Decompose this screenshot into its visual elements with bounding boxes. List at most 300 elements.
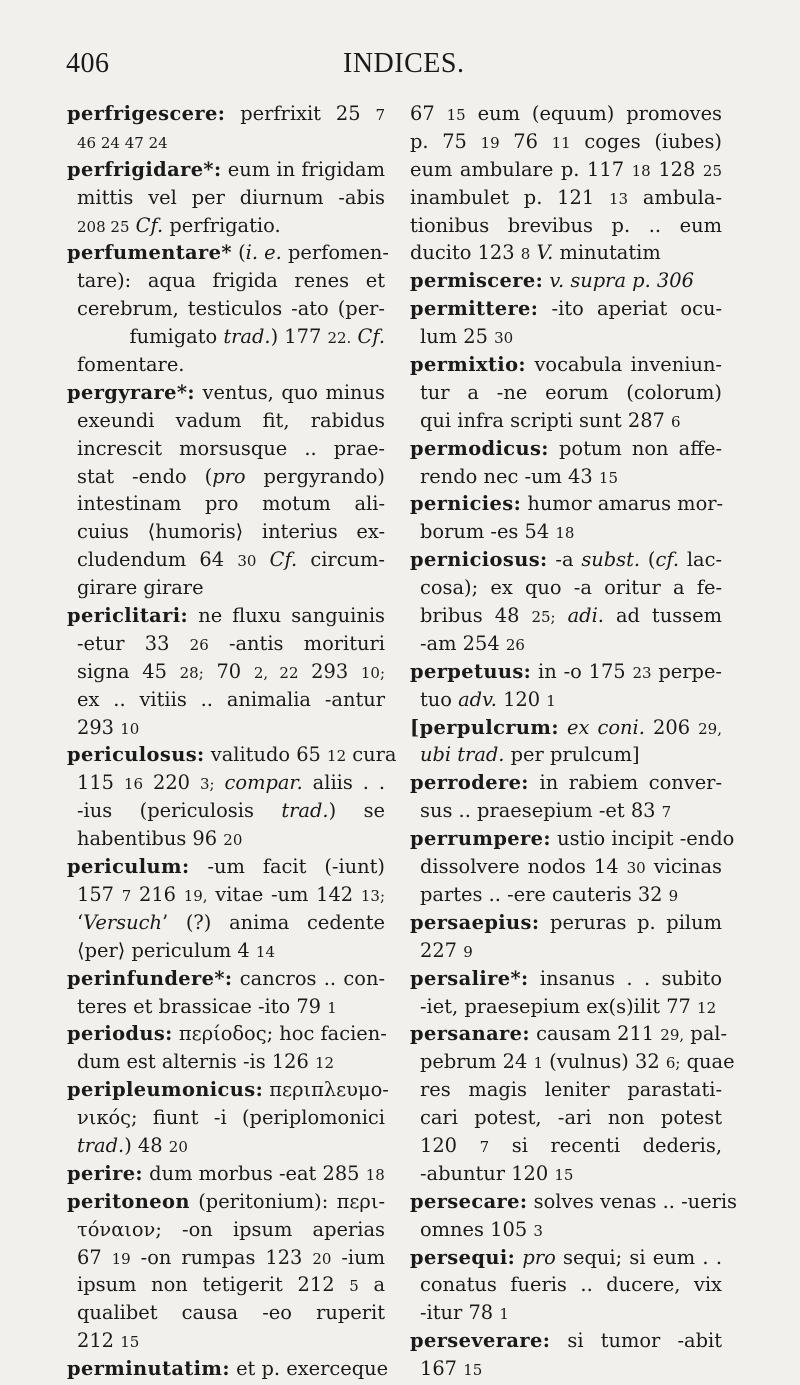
index-text: -ium <box>331 1245 386 1269</box>
index-text: ‘ <box>77 910 84 934</box>
index-line <box>410 128 722 156</box>
index-text: 15 <box>598 468 618 487</box>
index-line <box>77 769 385 797</box>
index-line <box>420 797 722 825</box>
index-line <box>420 741 722 769</box>
index-text: mittis vel per diurnum -abis <box>77 185 385 209</box>
index-line <box>420 1076 722 1104</box>
index-text: trad. <box>77 1133 125 1157</box>
index-text: 46 24 47 24 <box>77 133 168 152</box>
index-text: 120 <box>496 687 547 711</box>
index-text: 22. <box>327 329 352 348</box>
index-line <box>410 295 722 323</box>
index-text: 25; <box>531 608 556 627</box>
index-line <box>77 546 385 574</box>
index-line <box>420 518 722 546</box>
index-text: 11 <box>551 133 571 152</box>
index-line <box>410 1244 722 1272</box>
index-line <box>77 435 385 463</box>
index-text: adv. <box>458 687 497 711</box>
index-line <box>410 435 722 463</box>
index-headword: [perpulcrum: <box>410 715 559 739</box>
index-text <box>256 548 269 571</box>
index-line <box>77 267 385 295</box>
index-text: insanus . . subito <box>528 966 722 990</box>
index-headword: perfrigescere: <box>67 102 226 125</box>
index-line <box>67 1188 385 1216</box>
index-headword: perniciosus: <box>410 548 548 572</box>
index-headword: perpetuus: <box>410 659 532 683</box>
index-line <box>67 1355 389 1383</box>
index-headword: perminutatim: <box>67 1357 230 1381</box>
index-line <box>67 1020 385 1048</box>
running-title: INDICES. <box>343 48 465 79</box>
index-headword: perfumentare* <box>67 241 232 265</box>
index-text: p. 75 <box>410 129 481 153</box>
index-text: exeundi vadum fit, rabidus <box>77 408 385 432</box>
index-text: 30 <box>494 329 514 348</box>
index-line <box>77 184 385 212</box>
index-headword: persequi: <box>410 1245 516 1269</box>
index-headword: peritoneon <box>67 1189 190 1213</box>
index-text: 26 <box>505 635 525 654</box>
index-line <box>410 239 722 267</box>
index-text: Versuch <box>83 910 162 934</box>
index-text: dum morbus -eat 285 <box>143 1161 366 1185</box>
index-text: ( <box>231 241 246 265</box>
index-text: Cf. <box>269 548 298 572</box>
index-line <box>77 937 385 965</box>
index-text: 9 <box>668 886 679 905</box>
index-line <box>77 825 385 853</box>
index-line <box>420 937 722 965</box>
index-line <box>420 1216 722 1244</box>
index-line <box>67 853 385 881</box>
index-line <box>410 156 722 184</box>
index-headword: peripleumonicus: <box>67 1078 264 1102</box>
index-text: 13; <box>360 886 385 905</box>
index-text: cludendum 64 <box>77 548 238 572</box>
index-line <box>77 658 385 686</box>
index-text: fumigato <box>129 325 224 349</box>
index-text: pebrum 24 <box>420 1050 534 1074</box>
index-text: 20 <box>223 831 243 850</box>
index-line <box>420 407 722 435</box>
index-line <box>77 993 385 1021</box>
index-line <box>420 1048 735 1076</box>
index-line <box>77 1132 385 1160</box>
index-line <box>77 490 385 518</box>
index-text: 67 <box>77 1245 112 1269</box>
index-text: 220 <box>143 771 200 795</box>
index-text: cura <box>346 743 397 767</box>
index-text: 12 <box>314 1054 335 1073</box>
index-text: ventus, quo minus <box>194 380 385 404</box>
index-text: pergyrando) <box>245 464 385 488</box>
index-headword: perire: <box>67 1161 143 1185</box>
index-text: 6; <box>665 1054 681 1073</box>
index-text: quae <box>680 1050 735 1074</box>
index-text: 29, <box>698 719 722 738</box>
index-line <box>77 1271 385 1299</box>
index-line <box>77 686 385 714</box>
index-text: intestinam pro motum ali- <box>77 492 385 516</box>
index-line <box>77 128 385 156</box>
index-text: subst. <box>581 548 641 572</box>
index-line <box>420 686 722 714</box>
index-text: ’ (?) anima cedente <box>161 910 385 934</box>
index-text: νικός; fiunt -i (periplomonici <box>77 1106 385 1130</box>
index-headword: periodus: <box>67 1022 173 1046</box>
index-text: adi. <box>567 604 604 628</box>
index-text: signa 45 <box>77 659 180 683</box>
index-line <box>77 1244 385 1272</box>
index-text: tare): aqua frigida renes et <box>77 269 385 293</box>
index-line <box>67 156 385 184</box>
index-text: 16 <box>123 775 144 794</box>
index-text: dum est alternis -is 126 <box>77 1050 315 1074</box>
index-line <box>77 212 385 240</box>
index-headword: permodicus: <box>410 436 549 460</box>
index-line <box>420 1104 722 1132</box>
index-text: ( <box>640 548 656 572</box>
index-text: ) 177 <box>270 325 328 349</box>
index-text: 7 <box>121 886 132 905</box>
index-headword: periclitari: <box>67 604 189 628</box>
index-text: 70 <box>203 659 254 683</box>
index-text: ipsum non tetigerit 212 <box>77 1273 350 1297</box>
index-text: tur a -ne eorum (colorum) <box>420 380 722 404</box>
index-text: fomentare. <box>77 353 185 377</box>
index-text: 13 <box>608 189 629 208</box>
index-text: causam 211 <box>529 1022 661 1046</box>
index-line <box>420 323 722 351</box>
index-text: 9 <box>463 942 473 961</box>
index-line <box>410 769 722 797</box>
index-text: vicinas <box>645 855 722 879</box>
index-text: cf. <box>655 548 679 572</box>
index-text: ne fluxu sanguinis <box>188 604 385 628</box>
index-headword: periculum: <box>67 855 190 879</box>
index-line <box>77 797 385 825</box>
index-text: -um facit (-iunt) <box>189 855 385 879</box>
index-text: valitudo 65 <box>204 743 328 767</box>
index-text: pal- <box>684 1022 728 1046</box>
index-text: 3; <box>199 775 215 794</box>
index-headword: periculosus: <box>67 743 205 767</box>
index-line <box>77 714 385 742</box>
index-text: -itur 78 <box>420 1301 500 1325</box>
index-text: 212 <box>77 1329 121 1353</box>
index-line <box>77 1048 385 1076</box>
index-headword: pernicies: <box>410 492 522 516</box>
index-text: Cf. <box>135 213 164 237</box>
index-text: 5 <box>349 1277 359 1296</box>
index-text: per prulcum] <box>504 743 640 767</box>
index-line <box>410 100 722 128</box>
index-text: ustio incipit -endo <box>550 827 735 851</box>
index-text: si recenti dederis, <box>489 1133 722 1157</box>
index-text: 28; <box>179 663 204 682</box>
index-text: 293 <box>77 715 121 739</box>
index-headword: persanare: <box>410 1022 530 1046</box>
index-text: 29, <box>660 1026 685 1045</box>
index-text: 293 <box>298 659 361 683</box>
index-text: 1 <box>546 691 556 710</box>
index-text: 76 <box>499 129 552 153</box>
index-line <box>77 407 385 435</box>
index-line <box>420 602 722 630</box>
index-column-left <box>67 100 397 1383</box>
index-text: 8 <box>520 245 531 264</box>
index-headword: persalire*: <box>410 966 529 990</box>
index-line <box>77 518 385 546</box>
index-text: 18 <box>365 1165 385 1184</box>
index-text: in rabiem conver- <box>528 771 722 795</box>
index-text: ex .. vitiis .. animalia -antur <box>77 687 385 711</box>
page-number: 406 <box>66 48 110 79</box>
index-line <box>420 1355 722 1383</box>
index-line <box>420 881 722 909</box>
index-line <box>420 1160 722 1188</box>
index-line <box>410 1188 738 1216</box>
index-text: cuius ⟨humoris⟩ interius ex- <box>77 520 385 544</box>
index-text: potum non affe- <box>548 436 722 460</box>
index-text: 20 <box>312 1249 332 1268</box>
index-text: tionibus brevibus p. .. eum <box>410 213 722 237</box>
index-text: coges (iubes) <box>570 129 722 153</box>
index-text: 157 <box>77 882 122 906</box>
index-line <box>420 630 722 658</box>
index-line <box>67 965 385 993</box>
index-text: περιπλευμο- <box>263 1078 389 1102</box>
index-line <box>77 1299 385 1327</box>
index-text: rendo nec -um 43 <box>420 464 599 488</box>
index-text: pro <box>212 464 246 488</box>
index-text: cancros .. con- <box>232 966 385 990</box>
index-text: peruras p. pilum <box>539 910 722 934</box>
index-text: vocabula inveniun- <box>525 353 722 377</box>
index-text <box>559 716 567 739</box>
index-text: si tumor -abit <box>550 1329 722 1353</box>
index-headword: persaepius: <box>410 910 540 934</box>
index-text: 18 <box>555 524 575 543</box>
index-text: 3 <box>533 1221 543 1240</box>
index-headword: perrumpere: <box>410 827 551 851</box>
index-line <box>410 267 722 295</box>
index-line <box>77 574 385 602</box>
index-text: sequi; si eum . . <box>555 1245 722 1269</box>
index-text: teres et brassicae -ito 79 <box>77 994 328 1018</box>
index-text: 14 <box>255 942 275 961</box>
index-text: 26 <box>189 635 209 654</box>
index-text: ⟨per⟩ periculum 4 <box>77 938 256 962</box>
index-text: conatus fueris .. ducere, vix <box>420 1273 722 1297</box>
index-text: 7 <box>479 1137 490 1156</box>
page-header <box>66 48 762 88</box>
index-text: qui infra scripti sunt 287 <box>420 408 672 432</box>
index-text <box>215 771 225 794</box>
index-text: trad. <box>223 325 271 349</box>
index-line <box>420 1271 722 1299</box>
index-text: 2, 22 <box>253 663 299 682</box>
index-text: (vulnus) 32 <box>543 1050 666 1074</box>
index-text: minutatim <box>553 241 661 265</box>
index-line <box>67 741 397 769</box>
index-text: girare girare <box>77 576 204 600</box>
index-text: v. supra p. 306 <box>549 269 694 293</box>
index-line <box>67 239 389 267</box>
index-line <box>420 574 722 602</box>
index-text: 20 <box>168 1137 188 1156</box>
index-text: cari potest, -ari non potest <box>420 1106 722 1130</box>
index-column-right <box>410 100 738 1383</box>
index-line <box>420 1132 722 1160</box>
index-headword: pergyrare*: <box>67 380 195 404</box>
index-text: aliis . . <box>302 771 386 795</box>
index-headword: permiscere: <box>410 269 544 293</box>
index-text: 1 <box>499 1305 509 1324</box>
index-text: V. <box>536 241 554 265</box>
index-text: partes .. -ere cauteris 32 <box>420 882 669 906</box>
index-text: compar. <box>224 771 303 795</box>
index-line <box>420 379 722 407</box>
index-line <box>410 714 722 742</box>
index-line <box>77 909 385 937</box>
index-text: 19 <box>480 133 500 152</box>
index-text: 23 <box>632 663 652 682</box>
index-headword: perseverare: <box>410 1329 551 1353</box>
index-text: 120 <box>420 1133 480 1157</box>
index-text: 216 <box>131 882 184 906</box>
index-text: -ito aperiat ocu- <box>538 297 722 321</box>
index-text: 206 <box>644 715 699 739</box>
index-text: eum (equum) promoves <box>465 102 722 125</box>
index-text: eum ambulare p. 117 <box>410 157 632 181</box>
index-line <box>410 1327 722 1355</box>
index-line <box>77 463 385 491</box>
index-headword: persecare: <box>410 1189 528 1213</box>
index-text: 1 <box>533 1054 543 1073</box>
index-line <box>420 993 722 1021</box>
index-text: 15 <box>120 1333 140 1352</box>
index-line <box>410 212 722 240</box>
index-text: (peritonium): περι- <box>189 1189 385 1213</box>
index-text: -antis morituri <box>208 631 385 655</box>
index-text: 30 <box>237 552 257 571</box>
index-text: 227 <box>420 938 464 962</box>
index-text: 12 <box>327 747 347 766</box>
index-text: ) 48 <box>124 1133 169 1157</box>
index-text: res magis leniter parastati- <box>420 1078 722 1102</box>
index-line <box>77 1216 385 1244</box>
index-text: 6 <box>671 412 681 431</box>
index-line <box>77 1104 385 1132</box>
index-line <box>410 965 722 993</box>
index-text: ) se <box>328 799 386 823</box>
index-line <box>77 351 385 379</box>
index-text: pro <box>522 1245 556 1269</box>
index-line <box>410 825 735 853</box>
index-line <box>410 658 722 686</box>
index-text: 19 <box>111 1249 131 1268</box>
index-text: 10 <box>120 719 140 738</box>
index-text: et p. exerceque <box>229 1357 389 1381</box>
index-line <box>77 630 385 658</box>
index-line <box>67 1160 385 1188</box>
index-text: sus .. praesepium -et 83 <box>420 799 662 823</box>
index-text: stat -endo ( <box>77 464 213 488</box>
index-text: 67 <box>410 102 447 125</box>
index-headword: permittere: <box>410 297 539 321</box>
index-text: cosa); ex quo -a oritur a fe- <box>420 576 722 600</box>
index-line <box>410 184 722 212</box>
index-text: ubi trad. <box>420 743 505 767</box>
index-line <box>67 379 385 407</box>
index-text: 25 <box>702 161 723 180</box>
index-text: 7 <box>375 106 385 124</box>
index-text: 12 <box>697 998 717 1017</box>
index-text: omnes 105 <box>420 1217 534 1241</box>
index-line <box>410 351 722 379</box>
index-line <box>67 100 385 128</box>
index-line <box>410 490 722 518</box>
index-text: ad tussem <box>603 604 722 628</box>
index-text: bribus 48 <box>420 604 532 628</box>
index-text: perfomen- <box>281 241 389 265</box>
index-text: 19, <box>183 886 208 905</box>
index-text: 10; <box>360 663 385 682</box>
index-text: eum in frigidam <box>221 157 385 181</box>
index-text: habentibus 96 <box>77 827 224 851</box>
index-text: 1 <box>327 998 337 1017</box>
index-headword: perfrigidare*: <box>67 157 222 181</box>
index-text: 208 25 <box>77 217 130 236</box>
index-headword: perinfundere*: <box>67 966 233 990</box>
index-text: vitae -um 142 <box>207 882 361 906</box>
index-text <box>556 604 568 627</box>
index-text: 7 <box>661 803 672 822</box>
index-text: lac- <box>679 548 722 572</box>
index-text: -on rumpas 123 <box>130 1245 313 1269</box>
index-text: Cf. <box>357 325 385 349</box>
index-text: increscit morsusque .. prae- <box>77 436 385 460</box>
index-headword: perrodere: <box>410 771 529 795</box>
index-text: perfrigatio. <box>163 213 281 237</box>
index-text: borum -es 54 <box>420 520 556 544</box>
index-text: tuo <box>420 687 459 711</box>
index-line <box>410 546 722 574</box>
index-line <box>420 1299 722 1327</box>
index-line <box>410 909 722 937</box>
index-line <box>77 323 385 351</box>
index-text: 18 <box>631 161 651 180</box>
index-line <box>420 463 722 491</box>
index-text: περίοδος; hoc facien- <box>172 1022 387 1046</box>
index-text: perfrixit 25 <box>225 102 376 125</box>
index-text: ducito 123 <box>410 241 521 265</box>
index-line <box>77 1327 385 1355</box>
index-text: trad. <box>281 799 329 823</box>
index-text: perpe- <box>651 659 722 683</box>
index-text: 30 <box>626 859 646 878</box>
index-headword: permixtio: <box>410 353 526 377</box>
index-line <box>67 602 385 630</box>
index-text: circum- <box>297 548 385 572</box>
index-text: solves venas .. -ueris <box>527 1189 738 1213</box>
index-text: -abuntur 120 <box>420 1161 555 1185</box>
index-line <box>67 1076 389 1104</box>
